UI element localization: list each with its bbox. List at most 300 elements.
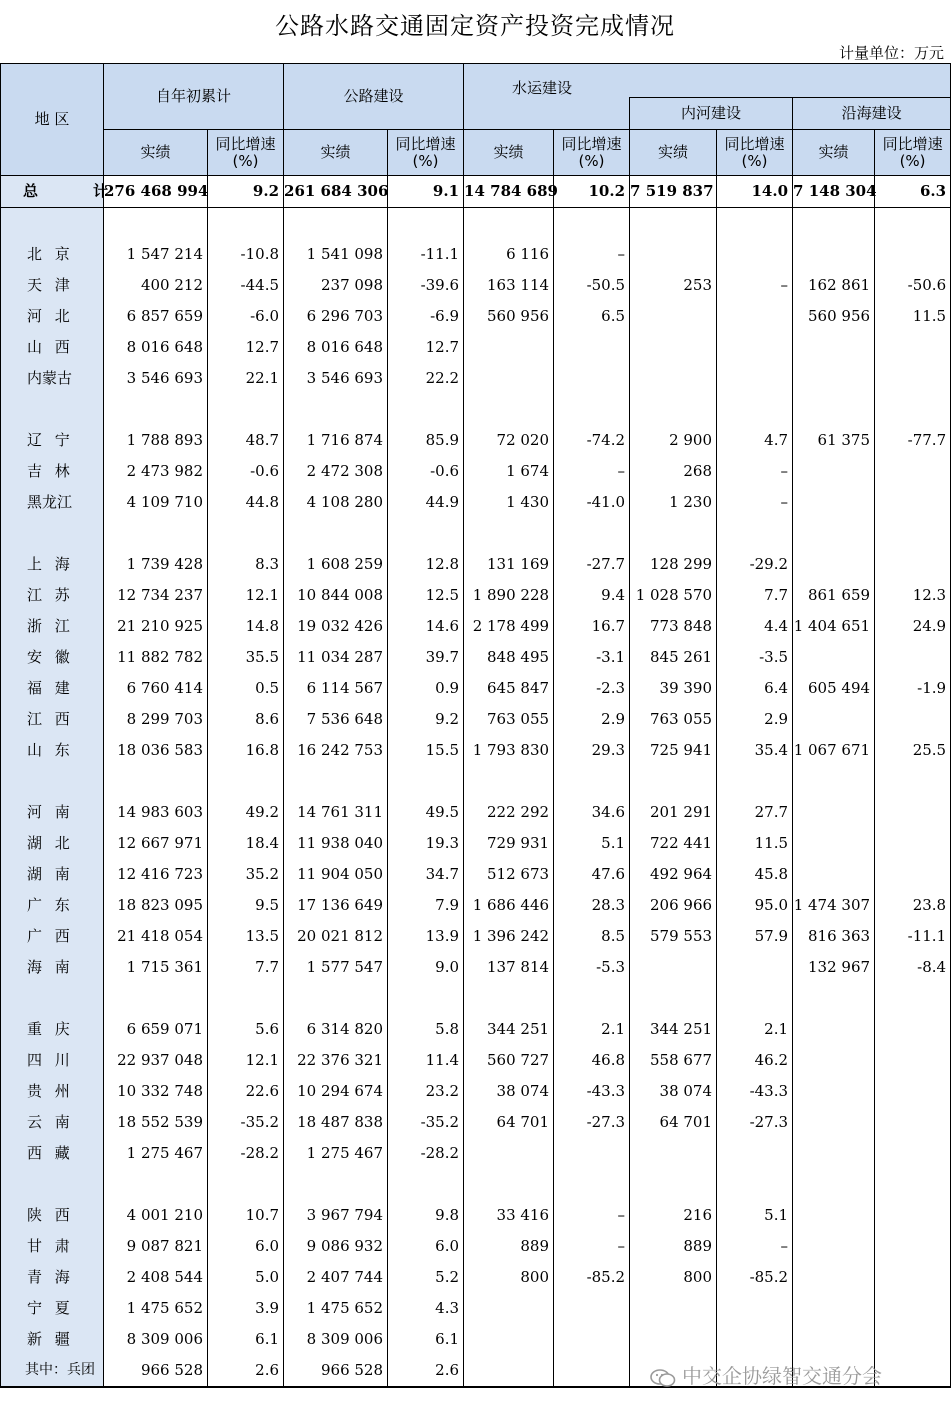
table-row [1,301,951,332]
table-row [1,1324,951,1355]
actual-value: 1 890 228 [464,580,554,611]
actual-value: 2 900 [630,425,717,456]
growth-value: 29.3 [554,735,630,766]
growth-value: 6.0 [388,1231,464,1262]
growth-value: -43.3 [554,1076,630,1107]
actual-value: 131 169 [464,549,554,580]
actual-value: 1 396 242 [464,921,554,952]
actual-value [793,1262,875,1293]
growth-value: 49.2 [208,797,284,828]
growth-value: -1.9 [875,673,951,704]
spacer-cell [717,208,793,240]
actual-value: 816 363 [793,921,875,952]
actual-value: 18 823 095 [104,890,208,921]
actual-value: 128 299 [630,549,717,580]
actual-value: 800 [464,1262,554,1293]
actual-value: 558 677 [630,1045,717,1076]
table-row [1,735,951,766]
growth-value: 2.9 [717,704,793,735]
growth-value: – [717,270,793,301]
actual-value [793,332,875,363]
spacer-cell [388,208,464,240]
region-name: 内蒙古 [1,363,104,394]
actual-value: 11 938 040 [284,828,388,859]
subheader-actual: 实绩 [630,130,717,176]
spacer-cell [875,208,951,240]
growth-value: 13.5 [208,921,284,952]
growth-value: 2.6 [208,1355,284,1387]
growth-value: 2.1 [717,1014,793,1045]
growth-value [875,1231,951,1262]
growth-value: -2.3 [554,673,630,704]
growth-value: 46.2 [717,1045,793,1076]
actual-value: 1 715 361 [104,952,208,983]
growth-value: -11.1 [875,921,951,952]
growth-value [717,952,793,983]
subheader-actual: 实绩 [464,130,554,176]
spacer-cell [104,208,208,240]
growth-value: 11.4 [388,1045,464,1076]
growth-value: -50.6 [875,270,951,301]
header-highway: 公路建设 [284,64,464,130]
spacer-cell [630,766,717,797]
spacer-cell [717,518,793,549]
actual-value: 1 686 446 [464,890,554,921]
spacer-cell [1,766,104,797]
growth-value: 5.8 [388,1014,464,1045]
actual-value: 889 [464,1231,554,1262]
growth-value: 13.9 [388,921,464,952]
actual-value: 2 408 544 [104,1262,208,1293]
growth-value: 18.4 [208,828,284,859]
growth-value: 22.2 [388,363,464,394]
growth-value [717,332,793,363]
growth-value: 12.5 [388,580,464,611]
spacer-cell [388,394,464,425]
growth-value: 44.9 [388,487,464,518]
growth-value: 9.8 [388,1200,464,1231]
growth-value: 5.1 [554,828,630,859]
actual-value [793,1014,875,1045]
actual-value: 1 275 467 [104,1138,208,1169]
region-name: 安 徽 [1,642,104,673]
growth-value: 22.6 [208,1076,284,1107]
growth-value: – [717,487,793,518]
actual-value: 3 546 693 [284,363,388,394]
growth-value [554,363,630,394]
actual-value: 560 956 [793,301,875,332]
growth-value: -0.6 [388,456,464,487]
actual-value: 201 291 [630,797,717,828]
actual-value [464,1138,554,1169]
actual-value: 19 032 426 [284,611,388,642]
actual-value [464,363,554,394]
spacer-cell [388,983,464,1014]
actual-value: 20 021 812 [284,921,388,952]
actual-value: 38 074 [630,1076,717,1107]
spacer-cell [717,1169,793,1200]
growth-value: – [554,1200,630,1231]
actual-value: 966 528 [104,1355,208,1387]
region-name: 四 川 [1,1045,104,1076]
actual-value [793,363,875,394]
growth-value [875,1138,951,1169]
actual-value: 763 055 [630,704,717,735]
spacer-cell [630,394,717,425]
actual-value: 4 108 280 [284,487,388,518]
region-name: 吉 林 [1,456,104,487]
growth-value: -28.2 [388,1138,464,1169]
table-body [1,176,951,1388]
actual-value [793,859,875,890]
spacer-cell [284,518,388,549]
region-name: 贵 州 [1,1076,104,1107]
subheader-actual: 实绩 [793,130,875,176]
region-name: 山 西 [1,332,104,363]
spacer-cell [875,766,951,797]
actual-value [793,1138,875,1169]
actual-value: 1 739 428 [104,549,208,580]
growth-value: 8.3 [208,549,284,580]
growth-value: 2.6 [388,1355,464,1387]
table-row [1,456,951,487]
growth-value: -44.5 [208,270,284,301]
growth-value [875,704,951,735]
spacer-cell [104,394,208,425]
actual-value: 2 473 982 [104,456,208,487]
actual-value: 38 074 [464,1076,554,1107]
growth-value: -11.1 [388,239,464,270]
actual-value: 6 296 703 [284,301,388,332]
spacer-cell [875,1169,951,1200]
actual-value [630,952,717,983]
growth-value: -27.3 [554,1107,630,1138]
growth-value: 23.8 [875,890,951,921]
actual-value: 763 055 [464,704,554,735]
region-name: 总 计 [1,176,104,208]
actual-value: 14 761 311 [284,797,388,828]
actual-value [793,1045,875,1076]
spacer-cell [793,518,875,549]
growth-value: -28.2 [208,1138,284,1169]
actual-value: 268 [630,456,717,487]
growth-value: 48.7 [208,425,284,456]
actual-value [630,301,717,332]
region-name: 河 北 [1,301,104,332]
growth-value: 12.7 [208,332,284,363]
growth-value: 5.6 [208,1014,284,1045]
actual-value: 10 332 748 [104,1076,208,1107]
growth-value: -6.9 [388,301,464,332]
growth-value: 4.3 [388,1293,464,1324]
actual-value: 729 931 [464,828,554,859]
actual-value: 560 727 [464,1045,554,1076]
growth-value: 12.7 [388,332,464,363]
region-name: 宁 夏 [1,1293,104,1324]
spacer-cell [793,394,875,425]
table-row [1,487,951,518]
growth-value: 6.4 [717,673,793,704]
growth-value: 7.9 [388,890,464,921]
actual-value: 61 375 [793,425,875,456]
growth-value [875,332,951,363]
spacer-row [1,1169,951,1200]
growth-value: 5.2 [388,1262,464,1293]
growth-value: 24.9 [875,611,951,642]
watermark-text: 中交企协绿智交通分会 [682,1364,882,1388]
actual-value: 18 552 539 [104,1107,208,1138]
actual-value: 1 430 [464,487,554,518]
growth-value: 14.6 [388,611,464,642]
actual-value [630,363,717,394]
actual-value [464,1355,554,1387]
growth-value: – [554,239,630,270]
spacer-cell [208,518,284,549]
actual-value: 400 212 [104,270,208,301]
spacer-cell [1,518,104,549]
actual-value: 7 519 837 [630,176,717,208]
actual-value [464,1324,554,1355]
growth-value: 57.9 [717,921,793,952]
actual-value: 7 148 304 [793,176,875,208]
growth-value: 23.2 [388,1076,464,1107]
actual-value: 162 861 [793,270,875,301]
actual-value: 1 547 214 [104,239,208,270]
region-name: 湖 北 [1,828,104,859]
region-name: 福 建 [1,673,104,704]
actual-value: 1 275 467 [284,1138,388,1169]
spacer-cell [630,518,717,549]
actual-value: 1 474 307 [793,890,875,921]
growth-value: 44.8 [208,487,284,518]
actual-value: 12 416 723 [104,859,208,890]
growth-value: 45.8 [717,859,793,890]
actual-value: 2 472 308 [284,456,388,487]
wechat-icon [650,1368,676,1388]
growth-value: – [717,456,793,487]
growth-value: 9.0 [388,952,464,983]
growth-value: – [717,1231,793,1262]
actual-value: 6 659 071 [104,1014,208,1045]
spacer-cell [464,394,554,425]
table-row [1,797,951,828]
watermark [650,1360,882,1389]
actual-value: 773 848 [630,611,717,642]
spacer-cell [1,394,104,425]
actual-value [630,239,717,270]
spacer-cell [793,208,875,240]
growth-value [875,549,951,580]
spacer-cell [208,394,284,425]
actual-value: 512 673 [464,859,554,890]
spacer-cell [284,766,388,797]
actual-value: 12 667 971 [104,828,208,859]
actual-value: 2 407 744 [284,1262,388,1293]
growth-value: 12.3 [875,580,951,611]
spacer-cell [284,1169,388,1200]
unit-label: 计量单位：万元 [838,44,944,62]
actual-value: 18 487 838 [284,1107,388,1138]
actual-value: 579 553 [630,921,717,952]
region-name: 河 南 [1,797,104,828]
header-waterway: 水运建设 [464,64,951,98]
growth-value: 6.3 [875,176,951,208]
actual-value: 1 028 570 [630,580,717,611]
subheader-growth: 同比增速(%) [875,130,951,176]
spacer-cell [717,766,793,797]
actual-value: 11 034 287 [284,642,388,673]
table-row [1,1262,951,1293]
spacer-cell [208,1169,284,1200]
growth-value: 15.5 [388,735,464,766]
growth-value: -85.2 [717,1262,793,1293]
growth-value: 0.9 [388,673,464,704]
actual-value [793,1324,875,1355]
page-title: 公路水路交通固定资产投资完成情况 [275,12,675,40]
growth-value [875,363,951,394]
spacer-cell [554,394,630,425]
table-row [1,673,951,704]
actual-value: 21 418 054 [104,921,208,952]
spacer-cell [284,394,388,425]
actual-value: 206 966 [630,890,717,921]
actual-value: 12 734 237 [104,580,208,611]
growth-value [717,239,793,270]
spacer-row [1,518,951,549]
header-inland: 内河建设 [630,98,793,130]
spacer-cell [793,766,875,797]
growth-value [554,1355,630,1387]
actual-value: 222 292 [464,797,554,828]
growth-value [717,363,793,394]
table-row [1,363,951,394]
actual-value [793,704,875,735]
growth-value [875,1107,951,1138]
spacer-row [1,983,951,1014]
spacer-cell [1,1169,104,1200]
growth-value: -85.2 [554,1262,630,1293]
actual-value: 1 541 098 [284,239,388,270]
subheader-growth: 同比增速(%) [388,130,464,176]
actual-value: 6 857 659 [104,301,208,332]
table-row [1,332,951,363]
region-name: 上 海 [1,549,104,580]
actual-value: 18 036 583 [104,735,208,766]
actual-value: 1 608 259 [284,549,388,580]
actual-value [793,549,875,580]
growth-value [717,301,793,332]
growth-value: 22.1 [208,363,284,394]
actual-value: 9 086 932 [284,1231,388,1262]
table-row [1,1076,951,1107]
actual-value: 492 964 [630,859,717,890]
actual-value: 22 937 048 [104,1045,208,1076]
table-row [1,704,951,735]
growth-value [554,1138,630,1169]
growth-value: 11.5 [717,828,793,859]
growth-value: 9.5 [208,890,284,921]
table-row [1,1231,951,1262]
growth-value: 14.8 [208,611,284,642]
actual-value: 966 528 [284,1355,388,1387]
actual-value: 72 020 [464,425,554,456]
growth-value: 34.6 [554,797,630,828]
actual-value: 22 376 321 [284,1045,388,1076]
growth-value: 35.4 [717,735,793,766]
growth-value: 49.5 [388,797,464,828]
actual-value: 21 210 925 [104,611,208,642]
actual-value: 7 536 648 [284,704,388,735]
subheader-growth: 同比增速(%) [208,130,284,176]
actual-value: 4 109 710 [104,487,208,518]
spacer-cell [104,518,208,549]
actual-value: 861 659 [793,580,875,611]
actual-value: 6 114 567 [284,673,388,704]
actual-value [630,332,717,363]
actual-value: 64 701 [464,1107,554,1138]
spacer-cell [464,1169,554,1200]
actual-value [793,239,875,270]
actual-value: 6 760 414 [104,673,208,704]
growth-value: -74.2 [554,425,630,456]
region-name: 新 疆 [1,1324,104,1355]
region-name: 西 藏 [1,1138,104,1169]
actual-value: 645 847 [464,673,554,704]
spacer-row [1,766,951,797]
spacer-cell [554,208,630,240]
spacer-cell [554,983,630,1014]
actual-value: 8 309 006 [284,1324,388,1355]
region-name: 山 东 [1,735,104,766]
growth-value: 39.7 [388,642,464,673]
growth-value: 9.4 [554,580,630,611]
region-name: 辽 宁 [1,425,104,456]
actual-value [793,1200,875,1231]
actual-value: 1 475 652 [104,1293,208,1324]
actual-value: 344 251 [630,1014,717,1045]
actual-value [793,1231,875,1262]
actual-value: 889 [630,1231,717,1262]
growth-value: -35.2 [388,1107,464,1138]
subheader-actual: 实绩 [104,130,208,176]
table-row [1,425,951,456]
actual-value: 725 941 [630,735,717,766]
growth-value: 10.7 [208,1200,284,1231]
spacer-cell [104,766,208,797]
spacer-cell [630,983,717,1014]
actual-value: 216 [630,1200,717,1231]
growth-value [875,1045,951,1076]
actual-value: 11 904 050 [284,859,388,890]
growth-value [554,1324,630,1355]
growth-value: 46.8 [554,1045,630,1076]
table-row [1,828,951,859]
actual-value: 4 001 210 [104,1200,208,1231]
actual-value: 560 956 [464,301,554,332]
actual-value: 8 016 648 [284,332,388,363]
growth-value: 2.9 [554,704,630,735]
spacer-cell [1,208,104,240]
spacer-cell [388,766,464,797]
region-name: 陕 西 [1,1200,104,1231]
table-row [1,270,951,301]
growth-value: 10.2 [554,176,630,208]
actual-value [464,1293,554,1324]
actual-value: 14 784 689 [464,176,554,208]
growth-value [875,642,951,673]
growth-value: 16.8 [208,735,284,766]
region-name: 浙 江 [1,611,104,642]
